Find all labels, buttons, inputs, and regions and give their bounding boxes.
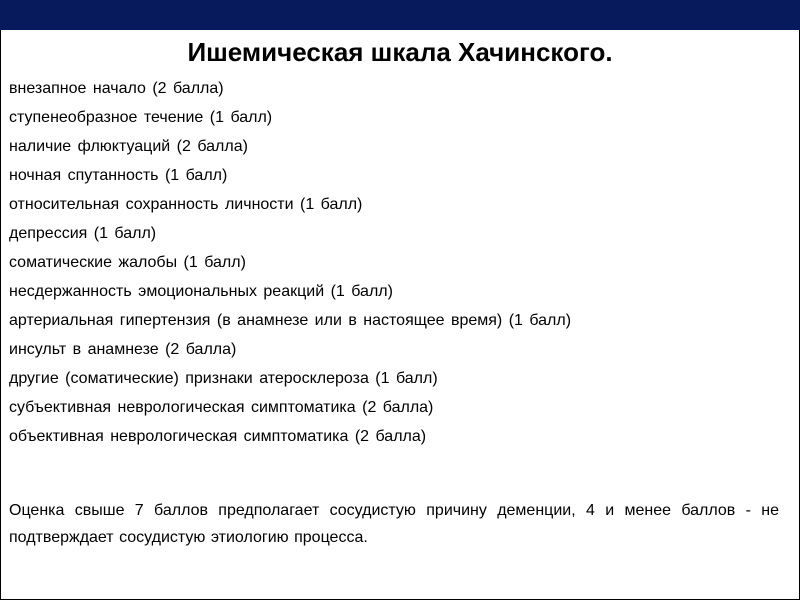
slide-title: Ишемическая шкала Хачинского. [187, 37, 613, 67]
criteria-item: относительная сохранность личности (1 балл) [9, 196, 363, 213]
top-header-band [0, 0, 800, 30]
criteria-item: соматические жалобы (1 балл) [9, 254, 246, 271]
criteria-item: субъективная неврологическая симптоматика (2 балла) [9, 399, 434, 416]
summary-text: Оценка свыше 7 баллов предполагает сосудистую причину деменции, 4 и менее баллов - не подтверждает сосудистую этиологию процесса. [9, 502, 779, 546]
criteria-list [9, 74, 571, 451]
criteria-item: несдержанность эмоциональных реакций (1 балл) [9, 283, 393, 300]
criteria-item: депрессия (1 балл) [9, 225, 157, 242]
criteria-item: артериальная гипертензия (в анамнезе или в настоящее время) (1 балл) [9, 312, 572, 329]
criteria-item: ступенеобразное течение (1 балл) [9, 109, 273, 126]
criteria-item: объективная неврологическая симптоматика (2 балла) [9, 428, 427, 445]
criteria-item: инсульт в анамнезе (2 балла) [9, 341, 237, 358]
criteria-item: ночная спутанность (1 балл) [9, 167, 228, 184]
criteria-item: другие (соматические) признаки атеросклероза (1 балл) [9, 370, 438, 387]
criteria-item: наличие флюктуаций (2 балла) [9, 138, 248, 155]
criteria-item: внезапное начало (2 балла) [9, 80, 224, 97]
